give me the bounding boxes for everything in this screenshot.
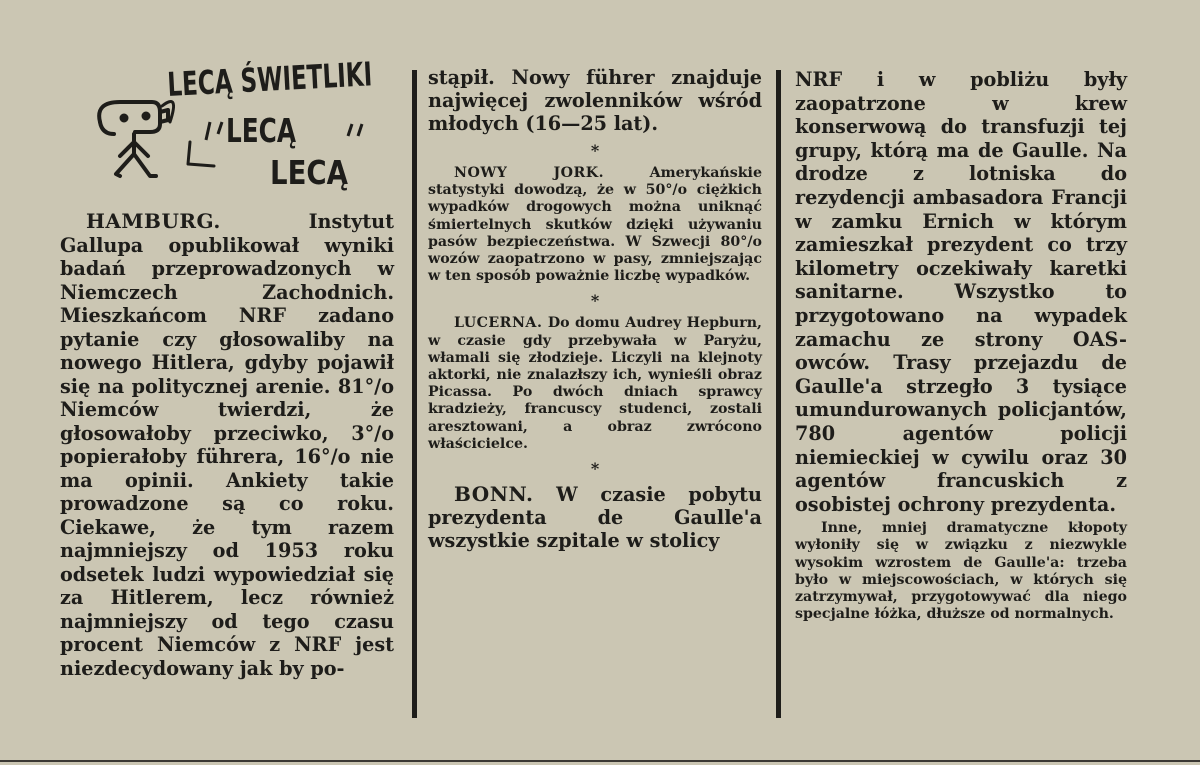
column-divider-1	[412, 70, 417, 718]
cartoon-caption-line2: LECĄ	[226, 111, 297, 150]
article-new-york	[428, 165, 762, 285]
separator-star: *	[590, 141, 600, 160]
dateline-new-york: NOWY JORK.	[454, 165, 605, 181]
article-column-3	[795, 68, 1127, 624]
page-bottom-rule	[0, 760, 1200, 762]
column-divider-2	[776, 70, 781, 718]
dateline-hamburg: HAMBURG.	[86, 209, 221, 233]
article-bonn-continuation: NRF i w pobliżu były zaopatrzone w krew konserwową do transfuzji tej grupy, którą ma de Gaulle. Na drodze z lotniska do rezydencji ambasadora Francji w zamku Ernich w którym zamieszkał prezydent co trzy kilometry oczekiwały karetki sanitarne. Wszystko to przygotowano na wypadek zamachu ze strony OAS-owców. Trasy przejazdu de Gaulle'a strzegło 3 tysiące umundurowanych policjantów, 780 agentów policji niemieckiej w cywilu oraz 30 agentów francuskich z osobistej ochrony prezydenta.	[795, 68, 1127, 516]
dateline-lucerne: LUCERNA.	[454, 315, 543, 332]
article-new-york-text: Amerykańskie statystyki dowodzą, że w 50°/o ciężkich wypadków drogowych można uniknąć śmiertelnych skutków dzięki używaniu pasów bezpieczeństwa. W Szwecji 80°/o wozów zaopatrzono w pasy, zmniejszając w ten sposób poważnie liczbę wypadków.	[428, 165, 762, 285]
article-column-1	[60, 210, 394, 680]
stick-figure	[99, 102, 214, 176]
cartoon-illustration	[90, 49, 462, 192]
separator-star: *	[590, 459, 600, 479]
separator-star: *	[590, 291, 600, 311]
article-bonn-side-note: Inne, mniej dramatyczne kłopoty wyłoniły się w związku z niezwykle wysokim wzrostem de Gaulle'a: trzeba było w miejscowościach, w których się zatrzymywał, przygotowywać dla niego specjalne łóżka, dłuższe od normalnych.	[795, 520, 1127, 623]
cartoon-caption-line3: LECĄ	[270, 153, 349, 192]
article-bonn-text: W czasie pobytu prezydenta de Gaulle'a wszystkie szpitale w stolicy	[428, 483, 762, 553]
cartoon-caption-line1: LECĄ ŚWIETLIKI	[166, 49, 462, 104]
article-hamburg-text: Instytut Gallupa opublikował wyniki badań przeprowadzonych w Niemczech Zachodnich. Mieszkańcom NRF zadano pytanie czy głosowaliby na nowego Hitlera, gdyby pojawił się na politycznej arenie. 81°/o Niemców twierdzi, że głosowałoby przeciwko, 3°/o popierałoby führera, 16°/o nie ma opinii. Ankiety takie prowadzone są co roku. Ciekawe, że tym razem najmniejszy od 1953 roku odsetek ludzi wypowiedział się za Hitlerem, lecz również najmniejszy od tego czasu procent Niemców z NRF jest niezdecydowany jak by po-	[60, 210, 394, 680]
dateline-bonn: BONN.	[454, 482, 534, 507]
article-hamburg-continuation: stąpił. Nowy führer znajduje najwięcej zwolenników wśród młodych (16—25 lat).	[428, 66, 762, 135]
article-lucerne	[428, 315, 762, 453]
article-bonn	[428, 483, 762, 552]
article-hamburg	[60, 210, 394, 680]
article-column-2	[428, 66, 762, 552]
article-lucerne-text: Do domu Audrey Hepburn, w czasie gdy przebywała w Paryżu, włamali się złodzieje. Liczyli na klejnoty aktorki, nie znalazłszy ich, wynieśli obraz Picassa. Po dwóch dniach sprawcy kradzieży, francuscy studenci, zostali aresztowani, a obraz zwrócono właścicielce.	[428, 315, 762, 452]
